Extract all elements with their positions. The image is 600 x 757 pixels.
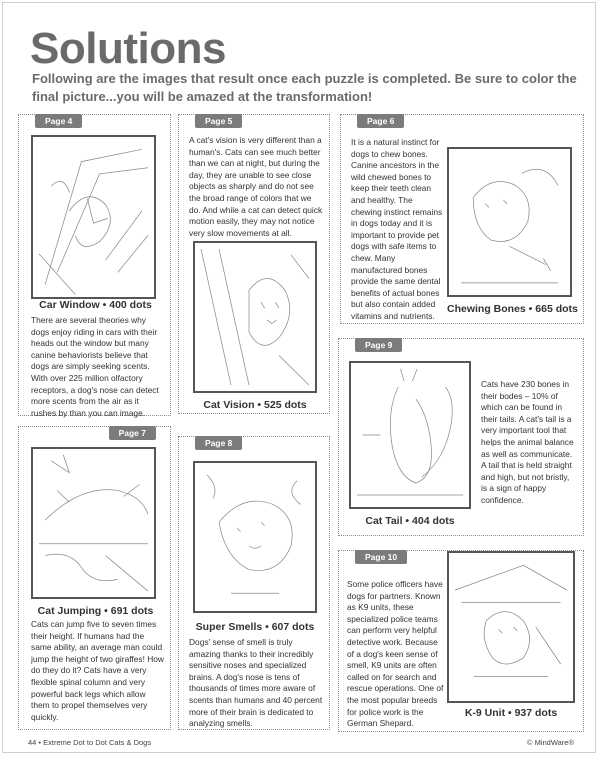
caption: K-9 Unit • 937 dots xyxy=(464,707,558,719)
panel-k9-unit xyxy=(338,550,584,732)
page-tab: Page 8 xyxy=(195,436,242,450)
dot-drawing xyxy=(449,149,570,295)
panel-super-smells xyxy=(178,436,330,730)
page-tab: Page 6 xyxy=(357,114,404,128)
page-tab: Page 7 xyxy=(109,426,156,440)
puzzle-image-cat-vision xyxy=(193,241,317,393)
footer-right: © MindWare® xyxy=(526,738,574,747)
puzzle-image-car-window xyxy=(31,135,156,299)
caption: Cat Tail • 404 dots xyxy=(365,515,455,527)
caption: Car Window • 400 dots xyxy=(39,299,152,311)
puzzle-image-cat-tail xyxy=(349,361,471,509)
dot-drawing xyxy=(195,463,315,611)
fact-text: A cat's vision is very different than a human's. Cats can see much better than we can at night, but during the day, they are unable to see close objects as sharply and do not see the broad range of colors that we do. And while a cat can detect quick motion easily, they may not notice very slow movements at all. xyxy=(189,135,323,238)
footer-left: 44 • Extreme Dot to Dot Cats & Dogs xyxy=(28,738,152,747)
puzzle-image-k9-unit xyxy=(447,551,575,703)
page-tab: Page 4 xyxy=(35,114,82,128)
puzzle-image-chewing-bones xyxy=(447,147,572,297)
caption: Cat Jumping • 691 dots xyxy=(37,605,154,617)
panel-cat-tail xyxy=(338,338,584,536)
page-tab: Page 9 xyxy=(355,338,402,352)
intro-text: Following are the images that result once each puzzle is completed. Be sure to color the final picture...you will be amazed at the transformation! xyxy=(32,71,577,104)
puzzle-image-super-smells xyxy=(193,461,317,613)
dot-drawing xyxy=(33,449,154,597)
fact-text: There are several theories why dogs enjoy riding in cars with their heads out the window but many canine behaviorists believe that dogs are simply seeking scents. With over 225 million olfactory receptors, a dog's nose can detect more scents from the air as it rushes by than you can image. xyxy=(31,315,159,418)
panel-cat-jumping xyxy=(18,426,171,730)
caption: Chewing Bones • 665 dots xyxy=(447,303,578,315)
caption: Super Smells • 607 dots xyxy=(195,621,315,633)
fact-text: Cats have 230 bones in their bodes – 10% of which can be found in their tails. A cat's tail is a very important tool that helps the animal balance as well as communicate. A tail that is held straight and high, but not bristly, is a sign of happy confidence. xyxy=(481,379,574,505)
page-title: Solutions xyxy=(30,24,226,73)
dot-drawing xyxy=(33,137,154,297)
fact-text: Dogs' sense of smell is truly amazing thanks to their incredibly sensitive noses and specialized brains. A dog's nose is tens of thousands of times more aware of scents than humans and 40 percent more of their brain is dedicated to analyzing smells. xyxy=(189,637,323,729)
page-tab: Page 10 xyxy=(355,550,407,564)
dot-drawing xyxy=(195,243,315,391)
dot-drawing xyxy=(449,553,573,701)
fact-text: Cats can jump five to seven times their height. If humans had the same ability, an average man could jump the height of two giraffes! How do they do it? Cats have a very flexible spinal column and very powerful back legs which allow them to propel themselves very quickly. xyxy=(31,619,164,722)
panel-cat-vision xyxy=(178,114,330,414)
fact-text: It is a natural instinct for dogs to chew bones. Canine ancestors in the wild chewed bones to keep their teeth clean and healthy. The chewing instinct remains in dogs today and it is important to provide pet dogs with safe items to chew. Many manufactured bones provide the same dental benefits of actual bones but also contain added vitamins and nutrients. xyxy=(351,137,443,321)
fact-text: Some police officers have dogs for partners. Known as K9 units, these specialized police teams can perform very helpful detective work. Because of a dog's keen sense of smell, K9 units are often called on for search and rescue operations. One of the most popular breeds for police work is the German Shepard. xyxy=(347,579,444,729)
dot-drawing xyxy=(351,363,469,507)
page-tab: Page 5 xyxy=(195,114,242,128)
caption: Cat Vision • 525 dots xyxy=(203,399,307,411)
panel-chewing-bones xyxy=(340,114,584,324)
panel-car-window xyxy=(18,114,171,416)
puzzle-image-cat-jumping xyxy=(31,447,156,599)
